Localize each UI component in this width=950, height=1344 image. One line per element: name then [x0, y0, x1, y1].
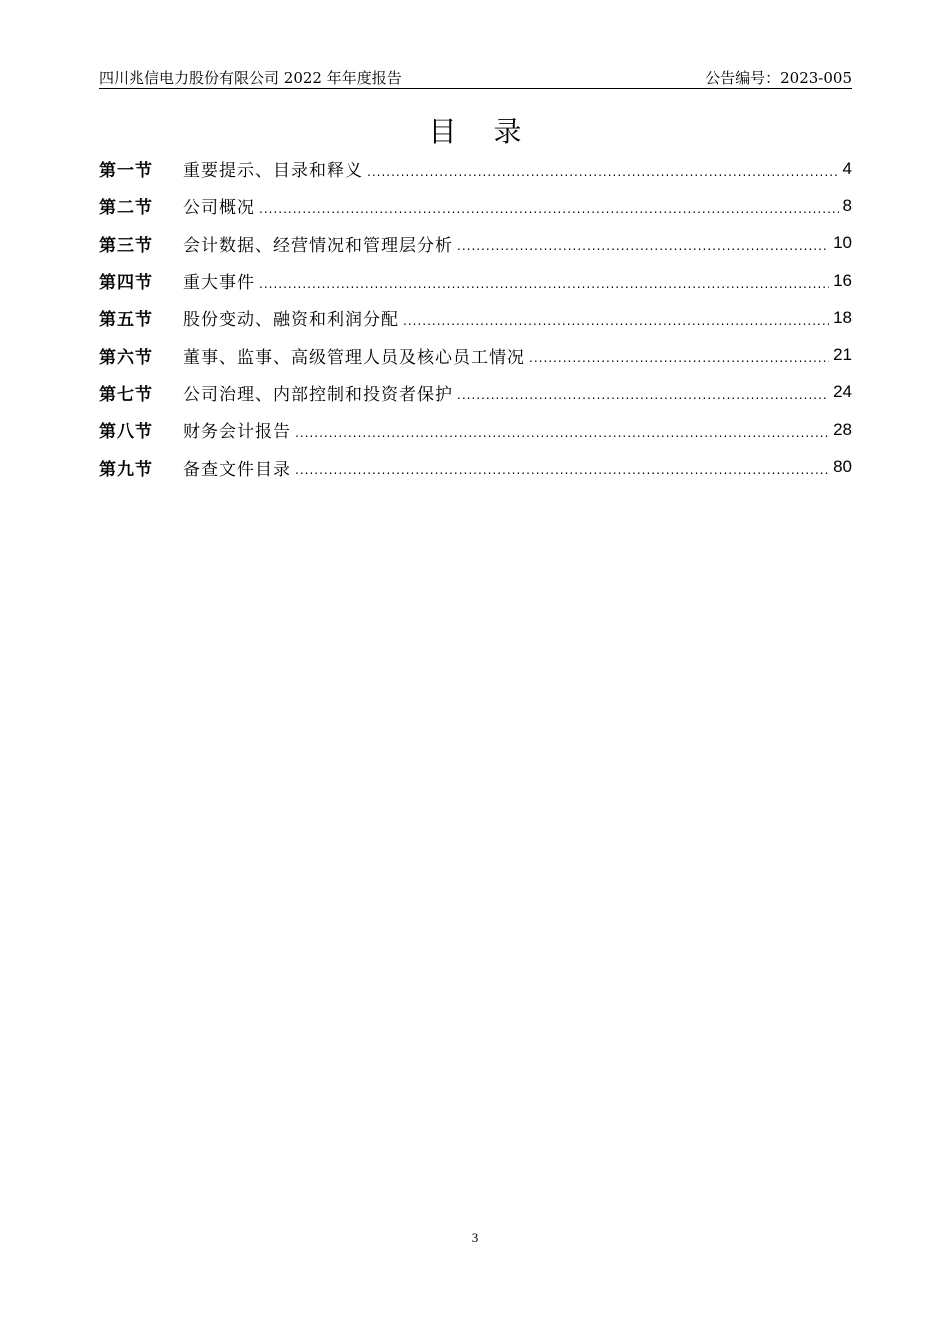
toc-title: 目 录	[428, 115, 536, 148]
header-announcement-number: 公告编号：2023-005	[705, 69, 852, 87]
toc-entry-9[interactable]	[99, 448, 852, 485]
table-of-contents	[99, 150, 852, 486]
toc-entry-title: 重要提示、目录和释义	[183, 161, 363, 182]
toc-entry-title: 备查文件目录	[183, 459, 291, 480]
toc-chapter-label: 第五节	[99, 310, 153, 331]
toc-chapter-label: 第七节	[99, 384, 153, 405]
toc-entry-title: 董事、监事、高级管理人员及核心员工情况	[183, 347, 525, 368]
toc-entry-title: 财务会计报告	[183, 422, 291, 443]
page-header	[99, 68, 852, 89]
toc-dot-leader	[295, 463, 829, 477]
toc-page-number: 8	[842, 195, 852, 215]
toc-dot-leader	[457, 388, 829, 402]
toc-chapter-label: 第三节	[99, 235, 153, 256]
toc-dot-leader	[259, 277, 829, 291]
toc-entry-2[interactable]	[99, 187, 852, 224]
toc-dot-leader	[403, 314, 829, 328]
toc-dot-leader	[529, 351, 829, 365]
toc-chapter-label: 第一节	[99, 161, 153, 182]
toc-entry-3[interactable]	[99, 225, 852, 262]
toc-page-number: 80	[833, 457, 852, 477]
toc-entry-title: 股份变动、融资和利润分配	[183, 310, 399, 331]
toc-chapter-label: 第四节	[99, 273, 153, 294]
toc-entry-title: 公司概况	[183, 198, 255, 219]
toc-page-number: 10	[833, 233, 852, 253]
toc-page-number: 28	[833, 419, 852, 439]
header-report-title: 四川兆信电力股份有限公司 2022 年年度报告	[99, 69, 402, 87]
toc-dot-leader	[457, 239, 829, 253]
toc-page-number: 18	[833, 307, 852, 327]
toc-entry-title: 会计数据、经营情况和管理层分析	[183, 235, 453, 256]
toc-entry-8[interactable]	[99, 411, 852, 448]
toc-page-number: 24	[833, 382, 852, 402]
toc-chapter-label: 第八节	[99, 422, 153, 443]
toc-dot-leader	[295, 426, 829, 440]
toc-dot-leader	[259, 202, 839, 216]
toc-page-number: 21	[833, 345, 852, 365]
toc-chapter-label: 第二节	[99, 198, 153, 219]
toc-page-number: 16	[833, 270, 852, 290]
toc-entry-title: 重大事件	[183, 273, 255, 294]
toc-page-number: 4	[842, 158, 852, 178]
page-number: 3	[471, 1230, 479, 1245]
toc-entry-7[interactable]	[99, 374, 852, 411]
toc-chapter-label: 第六节	[99, 347, 153, 368]
toc-chapter-label: 第九节	[99, 459, 153, 480]
toc-entry-title: 公司治理、内部控制和投资者保护	[183, 384, 453, 405]
toc-entry-4[interactable]	[99, 262, 852, 299]
toc-entry-6[interactable]	[99, 336, 852, 373]
toc-dot-leader	[367, 165, 839, 179]
toc-entry-1[interactable]	[99, 150, 852, 187]
toc-entry-5[interactable]	[99, 299, 852, 336]
